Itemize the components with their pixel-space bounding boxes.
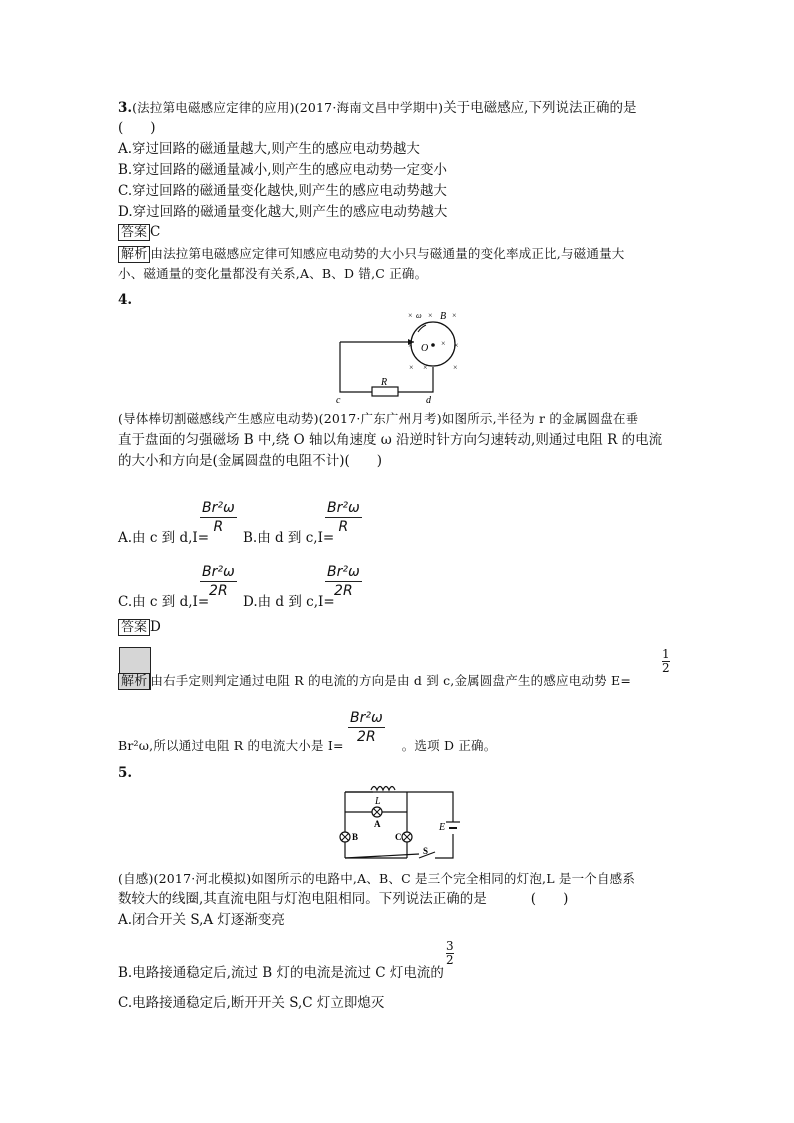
svg-text:ω: ω <box>416 311 422 320</box>
q5-number: 5. <box>118 765 133 781</box>
q4-option-a: A.由 c 到 d,I= <box>118 530 210 546</box>
fraction-numerator: 1 <box>662 647 670 661</box>
svg-text:C: C <box>395 832 402 842</box>
q4-stem-line2: 直于盘面的匀强磁场 B 中,绕 O 轴以角速度 ω 沿逆时针方向匀速转动,则通过电阻 R 的电流 <box>118 432 663 448</box>
q3-answer-row <box>118 222 160 242</box>
fraction-denominator: R <box>200 517 237 535</box>
q3-analysis-label: 解析 <box>118 246 150 263</box>
svg-text:A: A <box>374 819 381 829</box>
q5-option-a: A.闭合开关 S,A 灯逐渐变亮 <box>118 912 285 928</box>
fraction-denominator: R <box>325 517 362 535</box>
q3-option-d: D.穿过回路的磁通量变化越大,则产生的感应电动势越大 <box>118 204 448 220</box>
q5-stem-text2: 数较大的线圈,其直流电阻与灯泡电阻相同。下列说法正确的是 <box>118 891 487 907</box>
q4-stem-text1: (导体棒切割磁感线产生感应电动势)(2017·广东广州月考)如图所示,半径为 r 的金属圆盘在垂 <box>118 411 639 426</box>
q3-stem-text: 关于电磁感应,下列说法正确的是 <box>443 100 637 116</box>
q4-option-b: B.由 d 到 c,I= <box>243 530 335 546</box>
q3-analysis-text1: 由法拉第电磁感应定律可知感应电动势的大小只与磁通量的变化率成正比,与磁通量大 <box>150 246 625 261</box>
q4-answer-label: 答案 <box>118 619 150 636</box>
fraction-denominator: 2 <box>662 661 670 675</box>
svg-text:L: L <box>375 796 381 807</box>
fraction-denominator: 2R <box>348 727 385 745</box>
q3-answer: C <box>150 224 161 240</box>
svg-text:B: B <box>352 832 359 842</box>
svg-text:×: × <box>408 311 413 320</box>
svg-text:R: R <box>381 377 388 388</box>
q4-analysis-text2a: Br²ω,所以通过电阻 R 的电流大小是 I= <box>118 738 344 753</box>
fraction-denominator: 2R <box>200 581 237 599</box>
svg-text:O: O <box>421 343 429 354</box>
inductor-coil <box>371 787 395 791</box>
svg-text:c: c <box>336 395 341 405</box>
q4-analysis-label: 解析 <box>118 673 150 690</box>
svg-text:S: S <box>423 846 429 856</box>
q4-half-fraction <box>662 648 670 675</box>
q4-answer: D <box>150 619 161 635</box>
q5-figure-circuit <box>335 782 465 862</box>
fraction-numerator: 3 <box>446 939 454 953</box>
q3-stem <box>118 98 636 118</box>
q4-figure-disk-circuit <box>330 305 470 405</box>
q5-stem-text1: (自感)(2017·河北模拟)如图所示的电路中,A、B、C 是三个完全相同的灯泡,L 是一个自感系 <box>118 871 636 886</box>
q5-option-b: B.电路接通稳定后,流过 B 灯的电流是流过 C 灯电流的 <box>118 965 444 981</box>
q4-option-b-fraction <box>325 500 362 535</box>
bulb-a <box>372 807 382 817</box>
q3-option-c: C.穿过回路的磁通量变化越快,则产生的感应电动势越大 <box>118 183 447 199</box>
q3-option-a: A.穿过回路的磁通量越大,则产生的感应电动势越大 <box>118 141 420 157</box>
q3-answer-label: 答案 <box>118 224 150 241</box>
q3-tag: (法拉第电磁感应定律的应用)(2017·海南文昌中学期中) <box>132 100 444 115</box>
fraction-numerator: Br²ω <box>350 710 383 726</box>
q4-answer-row <box>118 617 161 637</box>
svg-text:×: × <box>453 363 458 372</box>
q4-stem-line3: 的大小和方向是(金属圆盘的电阻不计)( ) <box>118 453 383 469</box>
q4-analysis-line1 <box>118 671 631 691</box>
q5-option-c: C.电路接通稳定后,断开开关 S,C 灯立即熄灭 <box>118 995 385 1011</box>
q4-analysis-text1: 由右手定则判定通过电阻 R 的电流的方向是由 d 到 c,金属圆盘产生的感应电动势 E= <box>150 673 632 688</box>
fraction-numerator: Br²ω <box>202 500 235 516</box>
q3-paren: ( ) <box>118 120 156 136</box>
q3-analysis-line2: 小、磁通量的变化量都没有关系,A、B、D 错,C 正确。 <box>118 266 428 281</box>
q3-number: 3. <box>118 100 133 116</box>
fraction-numerator: Br²ω <box>202 564 235 580</box>
fraction-numerator: Br²ω <box>327 500 360 516</box>
q4-number: 4. <box>118 292 133 308</box>
q5-stem-line1 <box>118 868 635 889</box>
svg-text:d: d <box>426 395 431 405</box>
svg-text:×: × <box>408 341 413 350</box>
svg-text:×: × <box>452 311 457 320</box>
q4-option-c: C.由 c 到 d,I= <box>118 594 210 610</box>
q3-option-b: B.穿过回路的磁通量减小,则产生的感应电动势一定变小 <box>118 162 448 178</box>
q3-analysis-line1 <box>118 244 624 264</box>
fraction-numerator: Br²ω <box>327 564 360 580</box>
fraction-denominator: 2R <box>325 581 362 599</box>
q5-option-b-fraction <box>446 940 454 967</box>
q4-analysis-text2b: 。选项 D 正确。 <box>401 738 497 753</box>
q4-resistor <box>372 387 398 396</box>
svg-text:×: × <box>428 311 433 320</box>
svg-text:×: × <box>409 363 414 372</box>
q4-option-c-fraction <box>200 564 237 599</box>
bulb-c <box>402 832 412 842</box>
svg-text:×: × <box>441 339 446 348</box>
fraction-denominator: 2 <box>446 953 454 967</box>
svg-text:×: × <box>454 341 459 350</box>
svg-text:B: B <box>440 311 447 322</box>
q4-option-a-fraction <box>200 500 237 535</box>
svg-text:E: E <box>439 822 446 833</box>
q4-option-d-fraction <box>325 564 362 599</box>
q4-analysis-line2 <box>118 736 496 756</box>
q4-option-d: D.由 d 到 c,I= <box>243 594 335 610</box>
svg-text:×: × <box>423 363 428 372</box>
q4-stem-line1 <box>118 408 638 429</box>
bulb-b <box>340 832 350 842</box>
q5-paren: ( ) <box>530 891 569 907</box>
q5-stem-line2 <box>118 889 568 909</box>
